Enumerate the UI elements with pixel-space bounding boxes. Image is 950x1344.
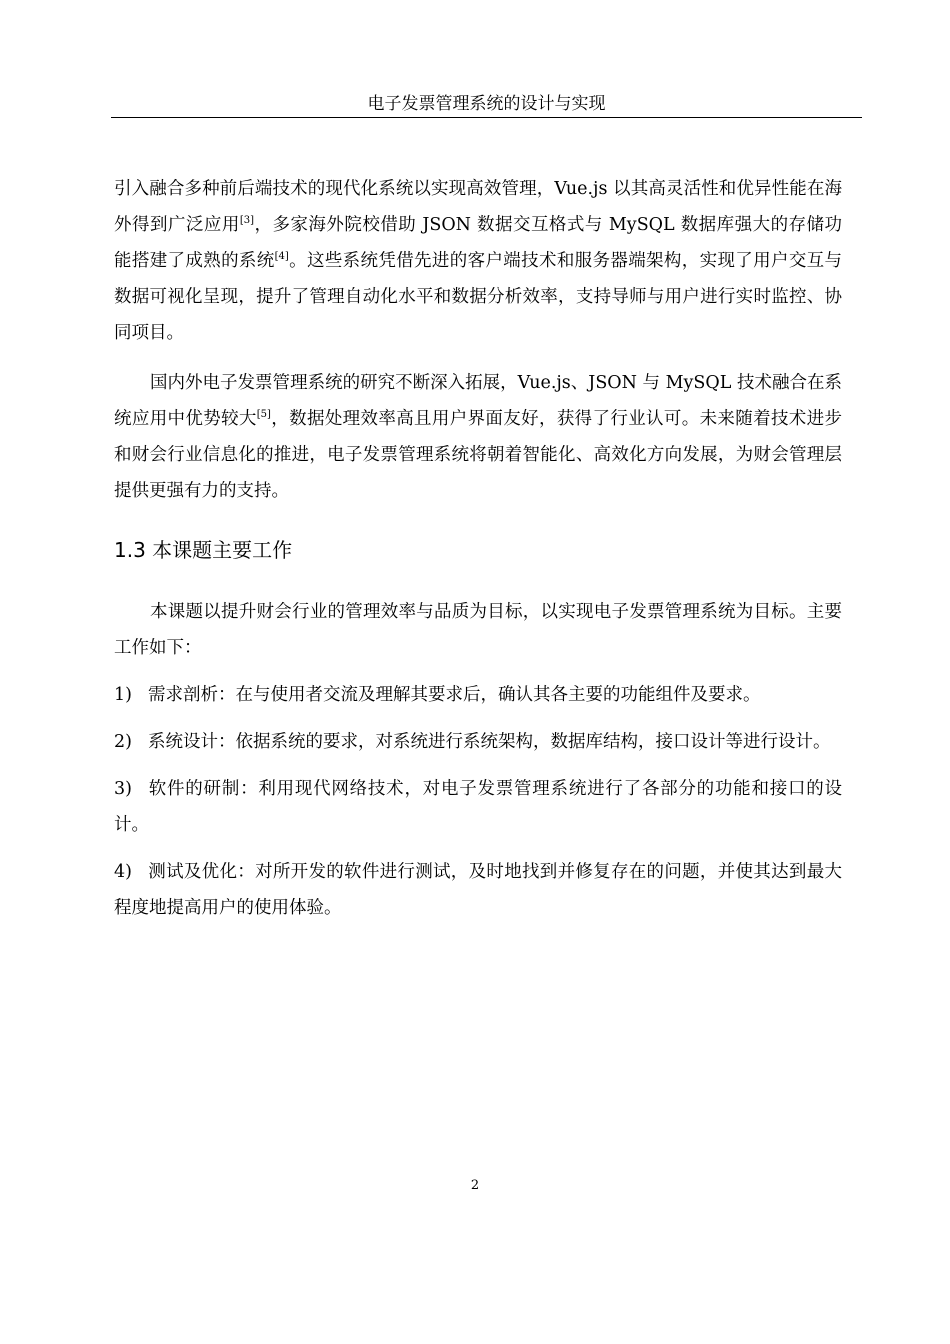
list-item-number: 2) (114, 732, 132, 752)
body-text (114, 171, 842, 926)
page-number: 2 (470, 1178, 480, 1193)
paragraph-1-text-a: 引入融合多种前后端技术的现代化系统以实现高效管理，Vue.js 以其高灵活性和优异性能在海外得到广泛应用 (114, 179, 842, 235)
running-header: 电子发票管理系统的设计与实现 (367, 94, 606, 114)
list-item (114, 677, 842, 713)
list-item (114, 771, 842, 843)
citation-3: [3] (239, 215, 255, 227)
list-item-number: 3) (114, 779, 132, 799)
paragraph-1-text-c: 。这些系统凭借先进的客户端技术和服务器端架构，实现了用户交互与数据可视化呈现，提升了管理自动化水平和数据分析效率，支持导师与用户进行实时监控、协同项目。 (114, 251, 843, 343)
paragraph-2 (114, 365, 842, 509)
list-item (114, 724, 842, 760)
paragraph-1-text-b: ，多家海外院校借助 JSON 数据交互格式与 MySQL 数据库强大的存储功能搭建了成熟的系统 (114, 215, 842, 271)
list-item-number: 1) (114, 685, 132, 705)
list-item-number: 4) (114, 862, 132, 882)
section-heading: 1.3 本课题主要工作 (114, 538, 293, 562)
list-item (114, 854, 842, 926)
list-item-text: 软件的研制：利用现代网络技术，对电子发票管理系统进行了各部分的功能和接口的设计。 (114, 779, 842, 835)
list-item-text: 需求剖析：在与使用者交流及理解其要求后，确认其各主要的功能组件及要求。 (148, 685, 761, 705)
paragraph-2-text-a: 国内外电子发票管理系统的研究不断深入拓展，Vue.js、JSON 与 MySQL 技术融合在系统应用中优势较大 (114, 373, 842, 429)
header-rule (111, 117, 862, 118)
list-item-text: 测试及优化：对所开发的软件进行测试，及时地找到并修复存在的问题，并使其达到最大程度地提高用户的使用体验。 (114, 862, 842, 918)
paragraph-2-text-b: ，数据处理效率高且用户界面友好，获得了行业认可。未来随着技术进步和财会行业信息化的推进，电子发票管理系统将朝着智能化、高效化方向发展，为财会管理层提供更强有力的支持。 (114, 409, 842, 501)
list-item-text: 系统设计：依据系统的要求，对系统进行系统架构，数据库结构，接口设计等进行设计。 (148, 732, 831, 752)
paragraph-1 (114, 171, 842, 351)
citation-4: [4] (274, 251, 289, 263)
section-intro: 本课题以提升财会行业的管理效率与品质为目标，以实现电子发票管理系统为目标。主要工作如下： (114, 602, 842, 658)
citation-5: [5] (256, 409, 271, 421)
